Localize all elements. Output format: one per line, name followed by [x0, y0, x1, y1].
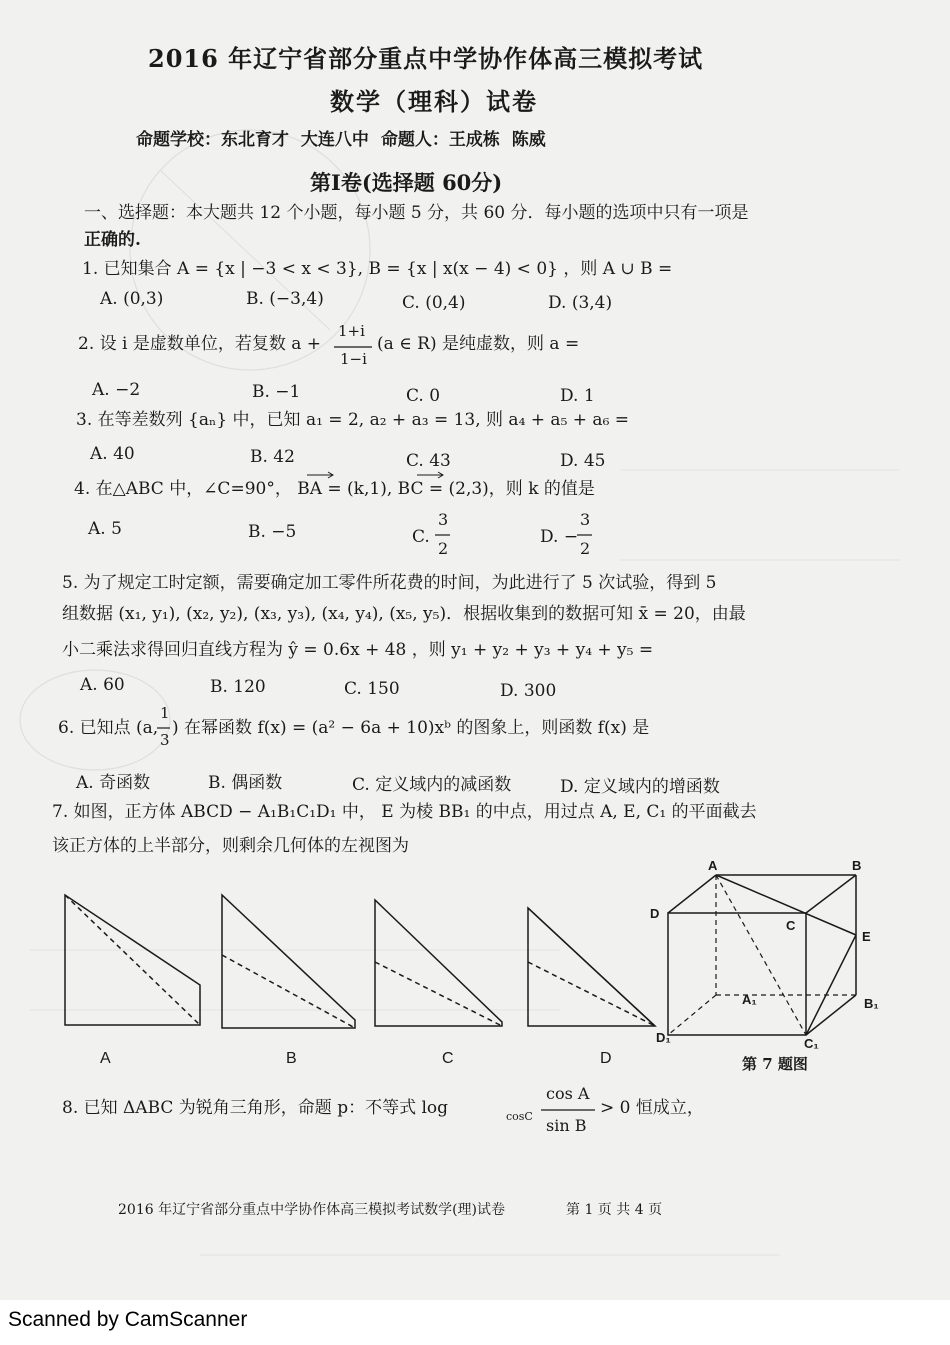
q4-option-b: B. −5 [248, 522, 297, 542]
q4-option-a: A. 5 [88, 519, 122, 539]
instructions-line2: 正确的. [84, 230, 141, 250]
q1-option-d: D. (3,4) [548, 293, 613, 313]
q8-stem-part1: 8. 已知 ΔABC 为锐角三角形，命题 p：不等式 log [62, 1098, 449, 1118]
q7-figure-c-label: C [442, 1050, 454, 1067]
cube-label-c: C [786, 918, 796, 933]
q2-option-d: D. 1 [560, 386, 595, 406]
q5-option-b: B. 120 [210, 677, 266, 697]
q7-cube-diagram [660, 855, 880, 1045]
cube-label-b: B [852, 858, 862, 873]
q3-option-a: A. 40 [90, 444, 135, 464]
q6-option-c: C. 定义域内的减函数 [352, 775, 512, 795]
q4-option-c-den: 2 [438, 539, 449, 558]
q6-fraction-denominator: 3 [160, 731, 170, 749]
exam-subtitle: 数学（理科）试卷 [330, 87, 538, 116]
q2-stem-part1: 2. 设 i 是虚数单位，若复数 a + [78, 334, 322, 354]
q3-option-d: D. 45 [560, 451, 606, 471]
cube-label-b1: B₁ [864, 996, 879, 1011]
q7-figure-d [528, 908, 655, 1026]
q5-line1: 5. 为了规定工时定额，需要确定加工零件所花费的时间，为此进行了 5 次试验，得到 5 [62, 573, 717, 593]
q7-figure-b [222, 895, 355, 1028]
q6-option-d: D. 定义域内的增函数 [560, 777, 720, 797]
q2-stem-part2: (a ∈ R) 是纯虚数，则 a = [377, 334, 580, 354]
q8-fraction-bar [541, 1108, 597, 1112]
q4-stem: 4. 在△ABC 中，∠C=90°， BA = (k,1), BC = (2,3)，则 k 的值是 [74, 479, 595, 499]
q1-option-a: A. (0,3) [100, 289, 164, 309]
page-footer-title: 2016 年辽宁省部分重点中学协作体高三模拟考试数学(理)试卷 [118, 1202, 506, 1218]
q1-stem: 1. 已知集合 A = {x | −3 < x < 3}, B = {x | x(x − 4) < 0} ，则 A ∪ B = [82, 259, 673, 279]
cube-label-a1: A₁ [742, 992, 757, 1007]
q6-option-b: B. 偶函数 [208, 773, 283, 793]
q5-line3: 小二乘法求得回归直线方程为 ŷ = 0.6x + 48 ，则 y₁ + y₂ + y₃ + y₄ + y₅ = [62, 640, 654, 660]
exam-authors: 命题学校：东北育才 大连八中 命题人：王成栋 陈威 [136, 130, 546, 150]
cube-label-d1: D₁ [656, 1030, 671, 1045]
q4-option-d-num: 3 [580, 510, 591, 529]
q6-stem-part2: ) 在幂函数 f(x) = (a² − 6a + 10)xᵇ 的图象上，则函数 f(x) 是 [172, 718, 650, 738]
q4-option-c-num: 3 [438, 510, 449, 529]
q4-option-c-bar [435, 533, 451, 537]
q7-figure-a [65, 895, 200, 1025]
section-title: 第Ⅰ卷(选择题 60分) [310, 170, 503, 195]
q3-option-b: B. 42 [250, 447, 295, 467]
q2-option-c: C. 0 [406, 386, 441, 406]
scanner-watermark: Scanned by CamScanner [8, 1308, 248, 1331]
q5-option-d: D. 300 [500, 681, 557, 701]
q5-line2: 组数据 (x₁, y₁), (x₂, y₂), (x₃, y₃), (x₄, y₄), (x₅, y₅)．根据收集到的数据可知 x̄ = 20，由最 [62, 604, 746, 624]
cube-label-c1: C₁ [804, 1036, 819, 1051]
q8-stem-part2: > 0 恒成立， [600, 1098, 704, 1118]
q8-log-subscript: cosC [506, 1110, 533, 1123]
page-number: 第 1 页 共 4 页 [566, 1202, 663, 1218]
q2-fraction-numerator: 1+i [338, 322, 365, 340]
q7-figure-a-label: A [100, 1050, 111, 1067]
q6-stem-part1: 6. 已知点 (a, [58, 718, 159, 738]
q1-option-c: C. (0,4) [402, 293, 466, 313]
q6-option-a: A. 奇函数 [76, 773, 151, 793]
q1-option-b: B. (−3,4) [246, 289, 324, 309]
q6-fraction-numerator: 1 [160, 704, 170, 722]
q5-option-c: C. 150 [344, 679, 400, 699]
q4-option-d-prefix: D. − [540, 527, 579, 547]
q2-fraction-denominator: 1−i [340, 350, 367, 368]
q8-fraction-numerator: cos A [546, 1084, 590, 1103]
q7-answer-figures [50, 880, 690, 1040]
cube-label-d: D [650, 906, 660, 921]
cube-label-a: A [708, 858, 718, 873]
q7-figure-d-label: D [600, 1050, 612, 1067]
q2-option-b: B. −1 [252, 382, 301, 402]
q2-option-a: A. −2 [92, 380, 141, 400]
q3-option-c: C. 43 [406, 451, 451, 471]
exam-title: 2016 年辽宁省部分重点中学协作体高三模拟考试 [148, 44, 704, 73]
q4-option-d-den: 2 [580, 539, 591, 558]
q8-fraction-denominator: sin B [546, 1116, 587, 1135]
q4-option-c-prefix: C. [412, 527, 430, 547]
q2-fraction-bar [334, 345, 374, 349]
q4-vector-arrows [305, 470, 505, 480]
instructions-line1: 一、选择题：本大题共 12 个小题，每小题 5 分，共 60 分．每小题的选项中只有一项是 [84, 203, 749, 223]
cube-label-e: E [862, 929, 871, 944]
q5-option-a: A. 60 [80, 675, 125, 695]
q6-fraction-bar [157, 726, 171, 730]
q7-line1: 7. 如图，正方体 ABCD − A₁B₁C₁D₁ 中， E 为棱 BB₁ 的中点，用过点 A, E, C₁ 的平面截去 [52, 802, 757, 822]
q7-figure-caption: 第 7 题图 [742, 1055, 808, 1073]
q4-option-d-bar [577, 533, 593, 537]
q7-figure-c [375, 900, 502, 1026]
q7-figure-b-label: B [286, 1050, 297, 1067]
q3-stem: 3. 在等差数列 {aₙ} 中，已知 a₁ = 2, a₂ + a₃ = 13, 则 a₄ + a₅ + a₆ = [76, 410, 630, 430]
q7-line2: 该正方体的上半部分，则剩余几何体的左视图为 [52, 836, 409, 856]
